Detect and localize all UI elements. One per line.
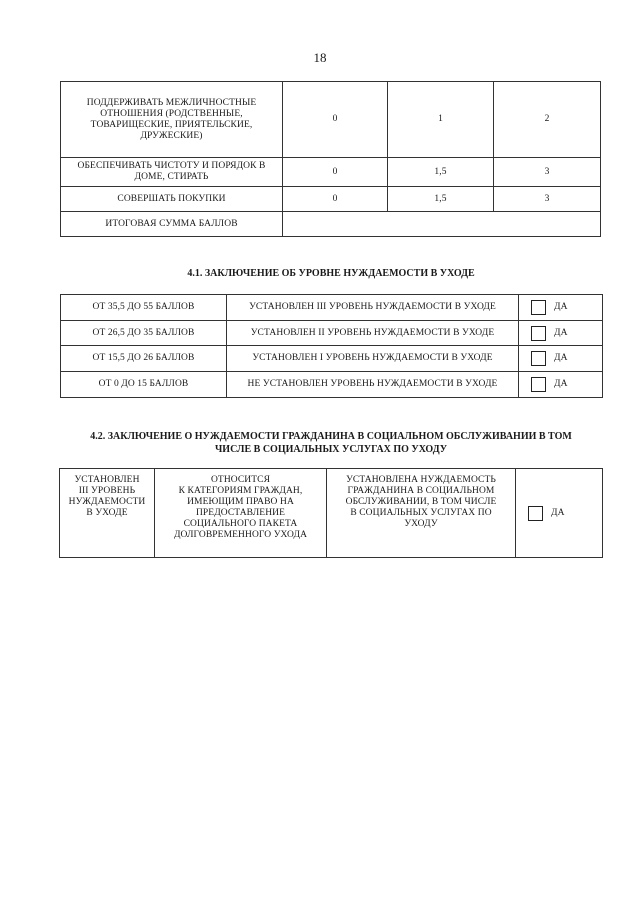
score-cell: 0 [283, 158, 388, 187]
need-level-result: УСТАНОВЛЕН I УРОВЕНЬ НУЖДАЕМОСТИ В УХОДЕ [227, 346, 519, 372]
yes-checkbox[interactable] [531, 300, 546, 315]
yes-option [519, 321, 603, 346]
text-line: ОБСЛУЖИВАНИИ, В ТОМ ЧИСЛЕ [345, 497, 497, 507]
function-label: СОВЕРШАТЬ ПОКУПКИ [61, 187, 283, 212]
score-cell: 0 [283, 82, 388, 158]
text-line: НУЖДАЕМОСТИ [68, 497, 146, 507]
need-established-cell [327, 469, 516, 558]
yes-option [519, 372, 603, 398]
text-line: III УРОВЕНЬ [78, 486, 136, 496]
text-line: ИМЕЮЩИМ ПРАВО НА [187, 497, 294, 507]
need-level-result: УСТАНОВЛЕН III УРОВЕНЬ НУЖДАЕМОСТИ В УХОДЕ [227, 295, 519, 321]
score-cell: 1,5 [388, 187, 494, 212]
score-range: ОТ 15,5 ДО 26 БАЛЛОВ [61, 346, 227, 372]
need-level-result: УСТАНОВЛЕН II УРОВЕНЬ НУЖДАЕМОСТИ В УХОДЕ [227, 321, 519, 346]
need-level-table [60, 294, 603, 398]
score-cell: 0 [283, 187, 388, 212]
function-label: ОБЕСПЕЧИВАТЬ ЧИСТОТУ И ПОРЯДОК В ДОМЕ, СТИРАТЬ [61, 158, 283, 187]
text-line: В УХОДЕ [86, 508, 128, 518]
text-line: ОТНОСИТСЯ [210, 475, 271, 485]
page-number: 18 [313, 50, 327, 65]
yes-checkbox[interactable] [528, 506, 543, 521]
yes-label: ДА [554, 379, 568, 389]
table-row [61, 346, 603, 372]
score-cell: 3 [494, 158, 601, 187]
table-row [61, 372, 603, 398]
section-42-heading-line1: 4.2. ЗАКЛЮЧЕНИЕ О НУЖДАЕМОСТИ ГРАЖДАНИНА В СОЦИАЛЬНОМ ОБСЛУЖИВАНИИ В ТОМ [90, 431, 572, 442]
section-42-heading-line2: ЧИСЛЕ В СОЦИАЛЬНЫХ УСЛУГАХ ПО УХОДУ [214, 444, 448, 455]
table-row-total [61, 212, 601, 237]
social-service-need-table [59, 468, 603, 558]
text-line: ПРЕДОСТАВЛЕНИЕ [195, 508, 286, 518]
total-value[interactable] [283, 212, 601, 237]
category-cell [155, 469, 327, 558]
need-level-result: НЕ УСТАНОВЛЕН УРОВЕНЬ НУЖДАЕМОСТИ В УХОДЕ [227, 372, 519, 398]
text-line: ГРАЖДАНИНА В СОЦИАЛЬНОМ [347, 486, 495, 496]
total-label: ИТОГОВАЯ СУММА БАЛЛОВ [61, 212, 283, 237]
section-42-heading [60, 430, 602, 456]
score-range: ОТ 26,5 ДО 35 БАЛЛОВ [61, 321, 227, 346]
yes-checkbox[interactable] [531, 377, 546, 392]
table-row [61, 82, 601, 158]
score-cell: 1,5 [388, 158, 494, 187]
scoring-table [60, 81, 601, 237]
score-cell: 2 [494, 82, 601, 158]
text-line: УСТАНОВЛЕН [74, 475, 140, 485]
text-line: ДОЛГОВРЕМЕННОГО УХОДА [173, 530, 308, 540]
text-line: К КАТЕГОРИЯМ ГРАЖДАН, [178, 486, 303, 496]
table-row [61, 158, 601, 187]
text-line: В СОЦИАЛЬНЫХ УСЛУГАХ ПО [350, 508, 492, 518]
yes-checkbox[interactable] [531, 351, 546, 366]
table-row [61, 187, 601, 212]
need-level-cell [60, 469, 155, 558]
table-row [60, 469, 603, 558]
yes-label: ДА [554, 302, 568, 312]
section-41-heading: 4.1. ЗАКЛЮЧЕНИЕ ОБ УРОВНЕ НУЖДАЕМОСТИ В УХОДЕ [187, 268, 475, 279]
text-line: УСТАНОВЛЕНА НУЖДАЕМОСТЬ [346, 475, 496, 485]
table-row [61, 321, 603, 346]
yes-label: ДА [554, 327, 568, 338]
yes-label: ДА [554, 353, 568, 363]
score-cell: 3 [494, 187, 601, 212]
table-row [61, 295, 603, 321]
text-line: УХОДУ [404, 519, 438, 529]
yes-option [519, 346, 603, 372]
yes-option [516, 469, 603, 558]
yes-option [519, 295, 603, 321]
score-range: ОТ 0 ДО 15 БАЛЛОВ [61, 372, 227, 398]
yes-checkbox[interactable] [531, 326, 546, 341]
yes-label: ДА [551, 507, 565, 518]
score-cell: 1 [388, 82, 494, 158]
text-line: СОЦИАЛЬНОГО ПАКЕТА [183, 519, 298, 529]
function-label: ПОДДЕРЖИВАТЬ МЕЖЛИЧНОСТНЫЕ ОТНОШЕНИЯ (РОДСТВЕННЫЕ, ТОВАРИЩЕСКИЕ, ПРИЯТЕЛЬСКИЕ, ДРУЖЕСКИЕ) [61, 82, 283, 158]
score-range: ОТ 35,5 ДО 55 БАЛЛОВ [61, 295, 227, 321]
